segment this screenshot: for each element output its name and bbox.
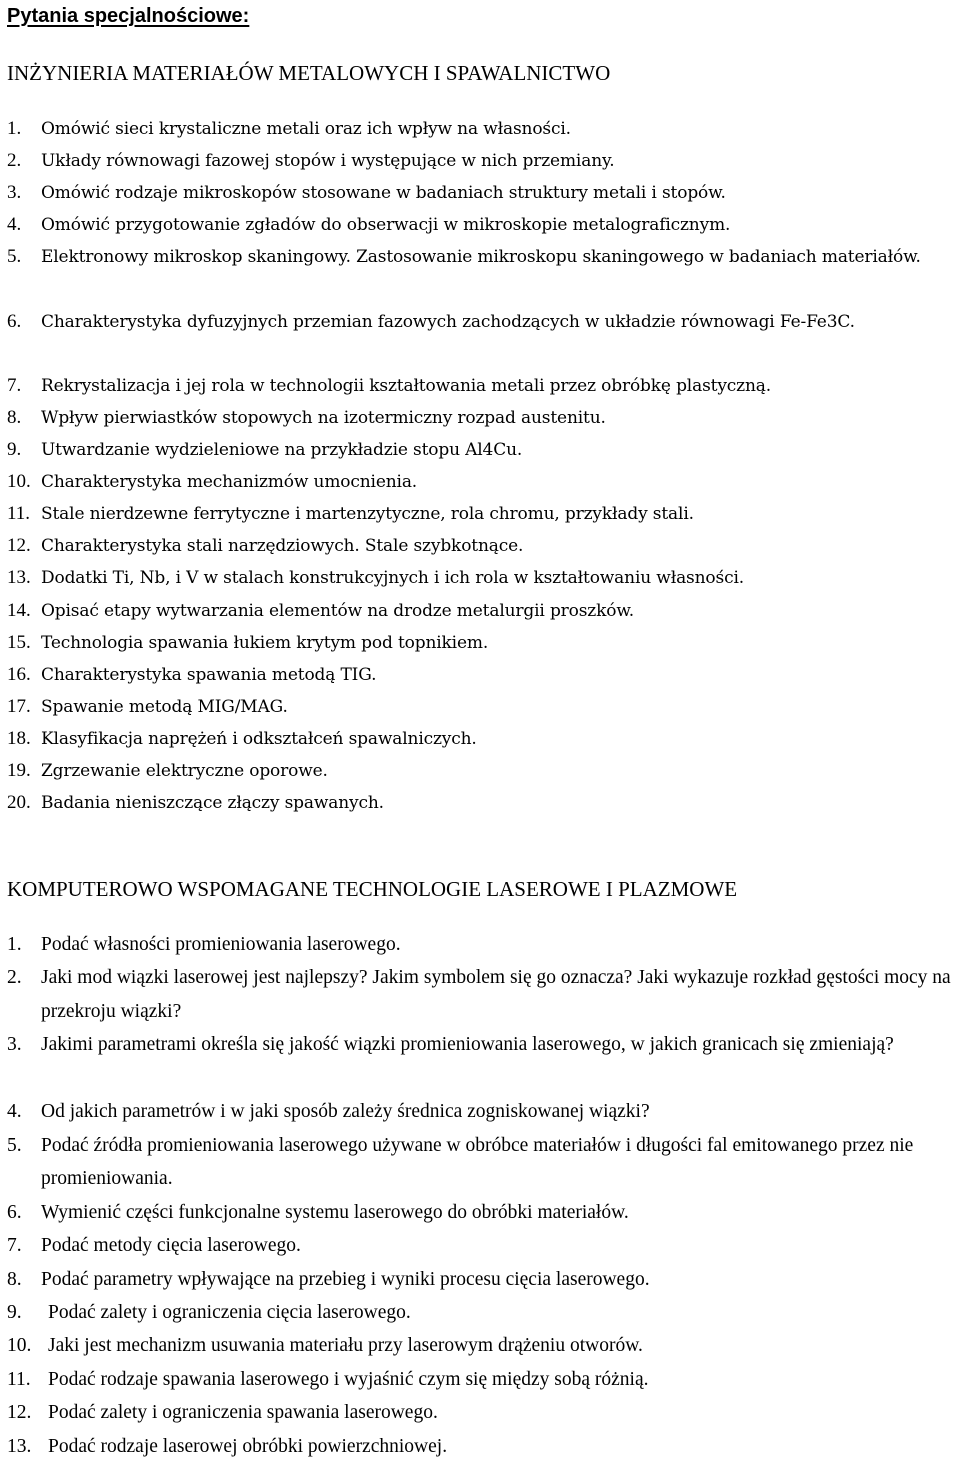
list-item-number: 14.	[7, 599, 31, 621]
list-item-text: Spawanie metodą MIG/MAG.	[41, 696, 288, 717]
list-item-number: 7.	[7, 374, 22, 396]
list-item-text: Klasyfikacja naprężeń i odkształceń spawalniczych.	[41, 728, 477, 749]
list-item-number: 10.	[7, 471, 31, 493]
list-item-text: Wpływ pierwiastków stopowych na izotermiczny rozpad austenitu.	[41, 407, 606, 428]
list-item-number: 13.	[7, 567, 31, 589]
list-item-text: Charakterystyka stali narzędziowych. Stale szybkotnące.	[41, 536, 524, 557]
list-item-text: Zgrzewanie elektryczne oporowe.	[41, 761, 328, 781]
list-item-number: 6.	[7, 310, 22, 332]
list-item-number: 6.	[7, 1201, 22, 1223]
list-item-number: 12.	[7, 535, 31, 557]
list-item-number: 9.	[7, 1301, 22, 1323]
list-item-number: 1.	[7, 934, 22, 955]
list-item-number: 4.	[7, 214, 22, 236]
list-item-number: 11.	[7, 503, 31, 525]
list-item-text: Dodatki Ti, Nb, i V w stalach konstrukcyjnych i ich rola w kształtowaniu własności.	[41, 568, 744, 589]
list-item-text: Wymienić części funkcjonalne systemu laserowego do obróbki materiałów.	[41, 1201, 629, 1223]
list-item-number: 3.	[7, 182, 22, 204]
list-item-text: Podać metody cięcia laserowego.	[41, 1235, 301, 1257]
list-item-text: Omówić rodzaje mikroskopów stosowane w badaniach struktury metali i stopów.	[41, 183, 726, 204]
list-item-number: 10.	[7, 1335, 32, 1357]
list-item-text: Charakterystyka spawania metodą TIG.	[41, 664, 377, 685]
list-item-text: Podać zalety i ograniczenia cięcia laserowego.	[48, 1301, 411, 1323]
list-item-number: 18.	[7, 727, 31, 749]
list-item-text: Podać rodzaje spawania laserowego i wyjaśnić czym się między sobą różnią.	[48, 1368, 649, 1390]
list-item-number: 19.	[7, 760, 31, 781]
list-item-number: 20.	[7, 792, 31, 814]
list-item-number: 16.	[7, 663, 31, 685]
list-item-text: Jakimi parametrami określa się jakość wiązki promieniowania laserowego, w jakich granicach się zmieniają?	[41, 1034, 894, 1056]
list-item-text: Podać własności promieniowania laserowego.	[41, 934, 401, 955]
list-item-text: Od jakich parametrów i w jaki sposób zależy średnica zogniskowanej wiązki?	[41, 1101, 650, 1123]
list-item-number: 5.	[7, 246, 22, 268]
list-item-number: 8.	[7, 406, 22, 428]
list-item-text: Utwardzanie wydzieleniowe na przykładzie stopu Al4Cu.	[41, 440, 523, 460]
list-item-text: Układy równowagi fazowej stopów i występujące w nich przemiany.	[41, 151, 615, 172]
list-item-text: Charakterystyka mechanizmów umocnienia.	[41, 472, 418, 493]
list-item-text: Omówić przygotowanie zgładów do obserwacji w mikroskopie metalograficznym.	[41, 215, 731, 236]
list-item-number: 1.	[7, 118, 22, 139]
list-item-text: Podać źródła promieniowania laserowego używane w obróbce materiałów i długości fal emitowanego przez nie promieniowania.	[41, 1134, 914, 1190]
list-item-text: Podać zalety i ograniczenia spawania laserowego.	[48, 1402, 438, 1424]
list-item-number: 5.	[7, 1134, 22, 1156]
list-item-number: 13.	[7, 1435, 32, 1457]
list-item-number: 15.	[7, 631, 31, 653]
list-item-number: 9.	[7, 439, 22, 460]
list-item-text: Omówić sieci krystaliczne metali oraz ich wpływ na własności.	[41, 119, 571, 139]
list-item-number: 17.	[7, 695, 31, 717]
section-heading-lasers: KOMPUTEROWO WSPOMAGANE TECHNOLOGIE LASEROWE I PLAZMOWE	[7, 877, 738, 901]
list-item-text: Stale nierdzewne ferrytyczne i martenzytyczne, rola chromu, przykłady stali.	[41, 504, 694, 525]
list-item-number: 4.	[7, 1101, 22, 1123]
page-title: Pytania specjalnościowe:	[7, 5, 250, 27]
list-item-text: Technologia spawania łukiem krytym pod topnikiem.	[41, 632, 489, 653]
list-item-text: Jaki jest mechanizm usuwania materiału przy laserowym drążeniu otworów.	[48, 1335, 643, 1357]
list-item-number: 7.	[7, 1235, 22, 1257]
list-item-text: Podać rodzaje laserowej obróbki powierzchniowej.	[48, 1435, 448, 1457]
list-item-text: Badania nieniszczące złączy spawanych.	[41, 793, 384, 814]
list-item-number: 2.	[7, 150, 22, 172]
list-item-text: Elektronowy mikroskop skaningowy. Zastosowanie mikroskopu skaningowego w badaniach materiałów.	[41, 247, 921, 268]
section-heading-metals: INŻYNIERIA MATERIAŁÓW METALOWYCH I SPAWALNICTWO	[7, 61, 611, 85]
list-item-text: Charakterystyka dyfuzyjnych przemian fazowych zachodzących w układzie równowagi Fe-Fe3C.	[41, 311, 855, 332]
list-item-text: Jaki mod wiązki laserowej jest najlepszy? Jakim symbolem się go oznacza? Jaki wykazuje rozkład gęstości mocy na przekroju wiązki?	[41, 967, 951, 1022]
list-item-text: Opisać etapy wytwarzania elementów na drodze metalurgii proszków.	[41, 600, 634, 621]
list-item-number: 3.	[7, 1034, 22, 1056]
list-item-number: 11.	[7, 1368, 31, 1390]
list-item-text: Podać parametry wpływające na przebieg i wyniki procesu cięcia laserowego.	[41, 1268, 650, 1290]
list-item-text: Rekrystalizacja i jej rola w technologii kształtowania metali przez obróbkę plastyczną.	[41, 375, 772, 396]
list-item-number: 12.	[7, 1402, 32, 1424]
list-item-number: 8.	[7, 1268, 22, 1290]
list-item-number: 2.	[7, 967, 22, 989]
